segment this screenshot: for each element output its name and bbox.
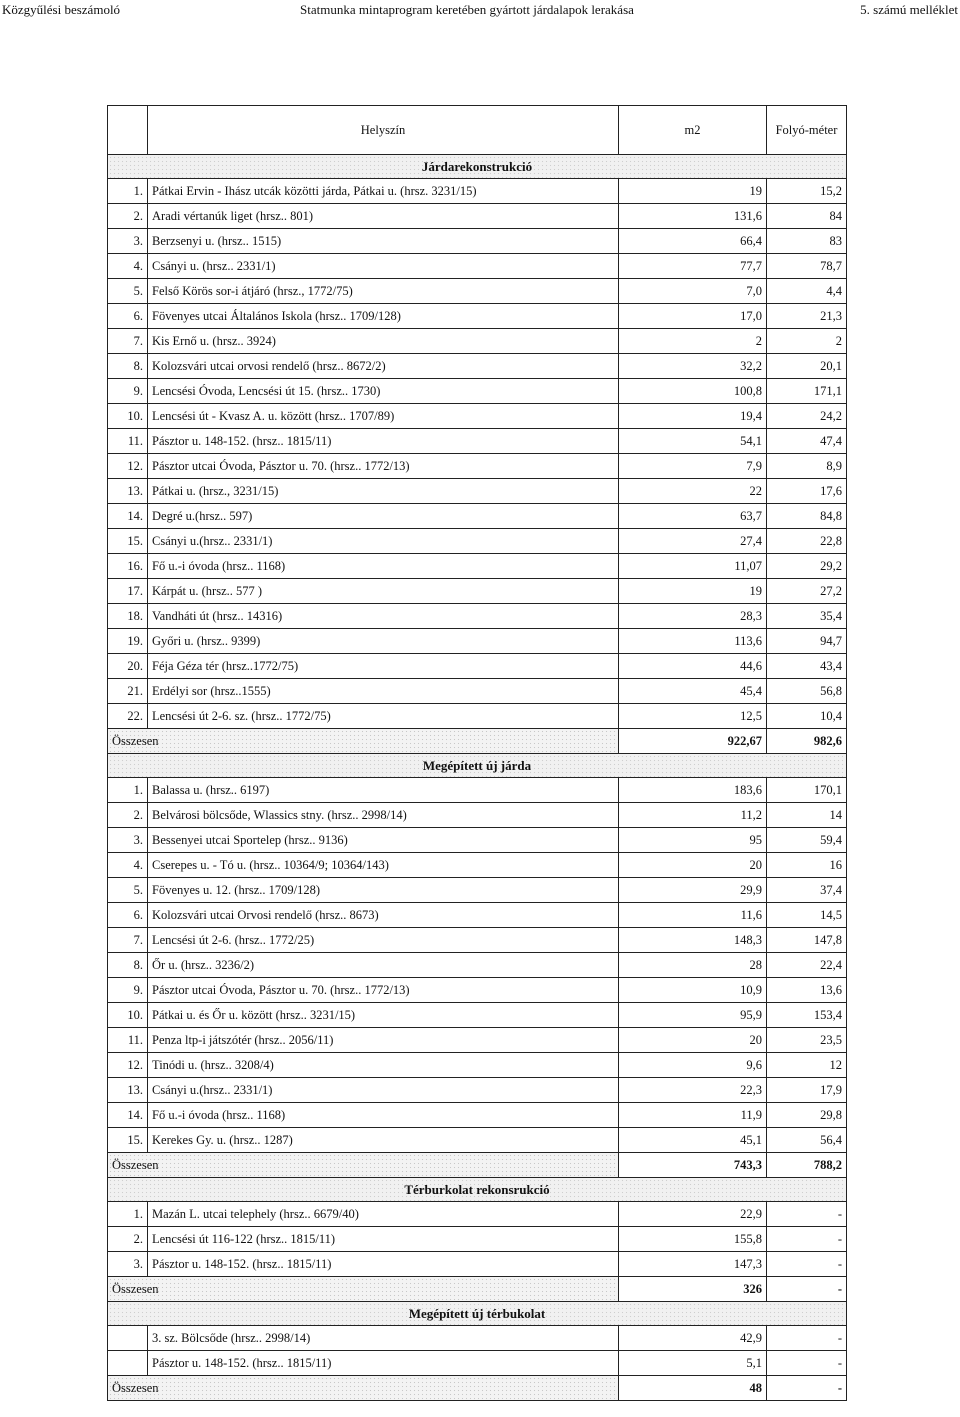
row-running-meter: 35,4 — [767, 604, 847, 629]
row-number: 10. — [108, 1003, 148, 1028]
row-running-meter: 147,8 — [767, 928, 847, 953]
row-running-meter: 27,2 — [767, 579, 847, 604]
section-title-row — [108, 155, 847, 179]
row-number — [108, 1351, 148, 1376]
row-running-meter: - — [767, 1252, 847, 1277]
row-location: Berzsenyi u. (hrsz.. 1515) — [148, 229, 619, 254]
row-m2: 155,8 — [619, 1227, 767, 1252]
table-row — [108, 354, 847, 379]
total-label: Összesen — [108, 1376, 619, 1401]
table-row — [108, 1103, 847, 1128]
table-row — [108, 1003, 847, 1028]
row-running-meter: 84 — [767, 204, 847, 229]
row-m2: 54,1 — [619, 429, 767, 454]
section-title-row — [108, 754, 847, 778]
row-m2: 11,6 — [619, 903, 767, 928]
row-m2: 7,9 — [619, 454, 767, 479]
table-row — [108, 454, 847, 479]
table-row — [108, 254, 847, 279]
total-row — [108, 1277, 847, 1302]
row-m2: 28 — [619, 953, 767, 978]
table-row — [108, 803, 847, 828]
table-row — [108, 179, 847, 204]
section-title: Megépített új járda — [108, 754, 847, 778]
total-m2: 743,3 — [619, 1153, 767, 1178]
row-m2: 12,5 — [619, 704, 767, 729]
row-m2: 17,0 — [619, 304, 767, 329]
row-running-meter: 14,5 — [767, 903, 847, 928]
row-number: 11. — [108, 1028, 148, 1053]
row-running-meter: 78,7 — [767, 254, 847, 279]
row-running-meter: - — [767, 1227, 847, 1252]
table-body — [108, 106, 847, 1401]
row-location: Lencsési út 116-122 (hrsz.. 1815/11) — [148, 1227, 619, 1252]
row-m2: 44,6 — [619, 654, 767, 679]
row-number: 4. — [108, 254, 148, 279]
row-number: 9. — [108, 379, 148, 404]
row-location: Pátkai Ervin - Ihász utcák közötti járda, Pátkai u. (hrsz. 3231/15) — [148, 179, 619, 204]
section-title: Térburkolat rekonsrukció — [108, 1178, 847, 1202]
row-m2: 45,4 — [619, 679, 767, 704]
total-row — [108, 729, 847, 754]
total-label: Összesen — [108, 729, 619, 754]
row-location: Fő u.-i óvoda (hrsz.. 1168) — [148, 554, 619, 579]
table-row — [108, 1128, 847, 1153]
row-number: 17. — [108, 579, 148, 604]
table-row — [108, 379, 847, 404]
total-running-meter: 788,2 — [767, 1153, 847, 1178]
table-row — [108, 529, 847, 554]
row-running-meter: 2 — [767, 329, 847, 354]
row-m2: 32,2 — [619, 354, 767, 379]
table-row — [108, 704, 847, 729]
page-header — [0, 0, 960, 20]
row-location: Vandháti út (hrsz.. 14316) — [148, 604, 619, 629]
row-location: Kis Ernő u. (hrsz.. 3924) — [148, 329, 619, 354]
row-running-meter: 59,4 — [767, 828, 847, 853]
row-running-meter: 16 — [767, 853, 847, 878]
row-location: Kárpát u. (hrsz.. 577 ) — [148, 579, 619, 604]
table-row — [108, 279, 847, 304]
row-number: 5. — [108, 878, 148, 903]
row-number: 12. — [108, 454, 148, 479]
row-running-meter: 37,4 — [767, 878, 847, 903]
row-number: 11. — [108, 429, 148, 454]
row-number: 16. — [108, 554, 148, 579]
row-location: Pásztor utcai Óvoda, Pásztor u. 70. (hrsz.. 1772/13) — [148, 978, 619, 1003]
row-number: 20. — [108, 654, 148, 679]
row-running-meter: 17,6 — [767, 479, 847, 504]
header-left: Közgyűlési beszámoló — [2, 2, 121, 17]
row-number: 14. — [108, 1103, 148, 1128]
row-number: 14. — [108, 504, 148, 529]
row-number: 1. — [108, 1202, 148, 1227]
row-number: 8. — [108, 953, 148, 978]
row-m2: 19 — [619, 179, 767, 204]
total-running-meter: 982,6 — [767, 729, 847, 754]
row-running-meter: 56,4 — [767, 1128, 847, 1153]
table-row — [108, 604, 847, 629]
row-number: 8. — [108, 354, 148, 379]
sidewalk-table — [107, 105, 847, 1401]
row-m2: 113,6 — [619, 629, 767, 654]
row-location: Lencsési út 2-6. (hrsz.. 1772/25) — [148, 928, 619, 953]
row-location: Bessenyei utcai Sportelep (hrsz.. 9136) — [148, 828, 619, 853]
row-location: Pásztor u. 148-152. (hrsz.. 1815/11) — [148, 1351, 619, 1376]
row-number: 3. — [108, 828, 148, 853]
row-location: Lencsési út - Kvasz A. u. között (hrsz.. 1707/89) — [148, 404, 619, 429]
header-right: 5. számú melléklet — [860, 2, 958, 17]
row-number: 7. — [108, 928, 148, 953]
row-location: Aradi vértanúk liget (hrsz.. 801) — [148, 204, 619, 229]
row-running-meter: 13,6 — [767, 978, 847, 1003]
row-number: 2. — [108, 204, 148, 229]
total-label: Összesen — [108, 1277, 619, 1302]
row-location: Fövenyes u. 12. (hrsz.. 1709/128) — [148, 878, 619, 903]
section-title: Járdarekonstrukció — [108, 155, 847, 179]
row-m2: 10,9 — [619, 978, 767, 1003]
column-header-location: Helyszín — [148, 106, 619, 155]
row-m2: 77,7 — [619, 254, 767, 279]
column-header-row — [108, 106, 847, 155]
row-m2: 22,3 — [619, 1078, 767, 1103]
section-title: Megépített új térbukolat — [108, 1302, 847, 1326]
table-row — [108, 828, 847, 853]
row-location: 3. sz. Bölcsőde (hrsz.. 2998/14) — [148, 1326, 619, 1351]
row-m2: 19 — [619, 579, 767, 604]
row-running-meter: 47,4 — [767, 429, 847, 454]
row-running-meter: 29,8 — [767, 1103, 847, 1128]
row-location: Pásztor u. 148-152. (hrsz.. 1815/11) — [148, 429, 619, 454]
row-number: 4. — [108, 853, 148, 878]
row-m2: 100,8 — [619, 379, 767, 404]
total-label: Összesen — [108, 1153, 619, 1178]
total-m2: 922,67 — [619, 729, 767, 754]
row-location: Csányi u.(hrsz.. 2331/1) — [148, 1078, 619, 1103]
row-m2: 20 — [619, 1028, 767, 1053]
row-location: Tinódi u. (hrsz.. 3208/4) — [148, 1053, 619, 1078]
row-running-meter: 43,4 — [767, 654, 847, 679]
row-running-meter: 24,2 — [767, 404, 847, 429]
row-number: 21. — [108, 679, 148, 704]
table-row — [108, 579, 847, 604]
row-running-meter: 23,5 — [767, 1028, 847, 1053]
row-number: 3. — [108, 229, 148, 254]
row-number: 1. — [108, 778, 148, 803]
row-location: Mazán L. utcai telephely (hrsz.. 6679/40) — [148, 1202, 619, 1227]
row-number: 15. — [108, 529, 148, 554]
row-running-meter: - — [767, 1326, 847, 1351]
row-running-meter: - — [767, 1351, 847, 1376]
column-header-running-meter: Folyó-méter — [767, 106, 847, 155]
row-location: Féja Géza tér (hrsz..1772/75) — [148, 654, 619, 679]
table-row — [108, 654, 847, 679]
row-number — [108, 1326, 148, 1351]
table-row — [108, 853, 847, 878]
table-row — [108, 953, 847, 978]
row-number: 7. — [108, 329, 148, 354]
row-location: Fő u.-i óvoda (hrsz.. 1168) — [148, 1103, 619, 1128]
table-row — [108, 404, 847, 429]
row-m2: 95 — [619, 828, 767, 853]
table-row — [108, 1202, 847, 1227]
row-location: Penza ltp-i játszótér (hrsz.. 2056/11) — [148, 1028, 619, 1053]
row-location: Kolozsvári utcai Orvosi rendelő (hrsz.. 8673) — [148, 903, 619, 928]
table-row — [108, 229, 847, 254]
row-m2: 7,0 — [619, 279, 767, 304]
table-row — [108, 629, 847, 654]
row-location: Őr u. (hrsz.. 3236/2) — [148, 953, 619, 978]
table-row — [108, 1227, 847, 1252]
row-number: 1. — [108, 179, 148, 204]
row-running-meter: 56,8 — [767, 679, 847, 704]
row-running-meter: 84,8 — [767, 504, 847, 529]
section-title-row — [108, 1178, 847, 1202]
row-number: 2. — [108, 803, 148, 828]
row-number: 9. — [108, 978, 148, 1003]
row-running-meter: 20,1 — [767, 354, 847, 379]
row-number: 13. — [108, 1078, 148, 1103]
row-m2: 11,07 — [619, 554, 767, 579]
row-m2: 28,3 — [619, 604, 767, 629]
row-location: Pátkai u. (hrsz., 3231/15) — [148, 479, 619, 504]
table-row — [108, 903, 847, 928]
table-row — [108, 479, 847, 504]
row-running-meter: 17,9 — [767, 1078, 847, 1103]
row-running-meter: 8,9 — [767, 454, 847, 479]
row-m2: 19,4 — [619, 404, 767, 429]
table-row — [108, 878, 847, 903]
row-m2: 63,7 — [619, 504, 767, 529]
row-m2: 95,9 — [619, 1003, 767, 1028]
row-running-meter: 4,4 — [767, 279, 847, 304]
table-row — [108, 329, 847, 354]
total-m2: 326 — [619, 1277, 767, 1302]
total-running-meter: - — [767, 1376, 847, 1401]
table-row — [108, 1053, 847, 1078]
row-number: 18. — [108, 604, 148, 629]
row-number: 13. — [108, 479, 148, 504]
row-running-meter: 14 — [767, 803, 847, 828]
row-location: Csányi u. (hrsz.. 2331/1) — [148, 254, 619, 279]
row-m2: 27,4 — [619, 529, 767, 554]
row-location: Kerekes Gy. u. (hrsz.. 1287) — [148, 1128, 619, 1153]
row-location: Lencsési Óvoda, Lencsési út 15. (hrsz.. 1730) — [148, 379, 619, 404]
row-m2: 20 — [619, 853, 767, 878]
table-row — [108, 679, 847, 704]
row-location: Cserepes u. - Tó u. (hrsz.. 10364/9; 10364/143) — [148, 853, 619, 878]
row-number: 3. — [108, 1252, 148, 1277]
row-m2: 42,9 — [619, 1326, 767, 1351]
row-running-meter: - — [767, 1202, 847, 1227]
row-number: 2. — [108, 1227, 148, 1252]
row-m2: 2 — [619, 329, 767, 354]
row-running-meter: 12 — [767, 1053, 847, 1078]
row-location: Fövenyes utcai Általános Iskola (hrsz.. 1709/128) — [148, 304, 619, 329]
row-running-meter: 170,1 — [767, 778, 847, 803]
row-location: Lencsési út 2-6. sz. (hrsz.. 1772/75) — [148, 704, 619, 729]
row-running-meter: 22,4 — [767, 953, 847, 978]
row-location: Degré u.(hrsz.. 597) — [148, 504, 619, 529]
row-location: Győri u. (hrsz.. 9399) — [148, 629, 619, 654]
row-m2: 11,9 — [619, 1103, 767, 1128]
total-m2: 48 — [619, 1376, 767, 1401]
row-running-meter: 21,3 — [767, 304, 847, 329]
total-row — [108, 1376, 847, 1401]
table-row — [108, 978, 847, 1003]
row-running-meter: 171,1 — [767, 379, 847, 404]
table-row — [108, 1028, 847, 1053]
row-running-meter: 153,4 — [767, 1003, 847, 1028]
section-title-row — [108, 1302, 847, 1326]
row-m2: 45,1 — [619, 1128, 767, 1153]
column-header-m2: m2 — [619, 106, 767, 155]
row-running-meter: 94,7 — [767, 629, 847, 654]
row-number: 6. — [108, 903, 148, 928]
row-m2: 66,4 — [619, 229, 767, 254]
row-running-meter: 22,8 — [767, 529, 847, 554]
row-number: 5. — [108, 279, 148, 304]
table-row — [108, 504, 847, 529]
row-location: Pátkai u. és Őr u. között (hrsz.. 3231/15) — [148, 1003, 619, 1028]
row-m2: 11,2 — [619, 803, 767, 828]
row-m2: 183,6 — [619, 778, 767, 803]
table-row — [108, 304, 847, 329]
total-running-meter: - — [767, 1277, 847, 1302]
row-m2: 22,9 — [619, 1202, 767, 1227]
row-number: 22. — [108, 704, 148, 729]
row-number: 6. — [108, 304, 148, 329]
row-location: Pásztor u. 148-152. (hrsz.. 1815/11) — [148, 1252, 619, 1277]
header-center: Statmunka mintaprogram keretében gyártott járdalapok lerakása — [300, 2, 634, 17]
table-row — [108, 1351, 847, 1376]
row-number: 15. — [108, 1128, 148, 1153]
row-running-meter: 10,4 — [767, 704, 847, 729]
table-row — [108, 204, 847, 229]
table-row — [108, 554, 847, 579]
row-location: Pásztor utcai Óvoda, Pásztor u. 70. (hrsz.. 1772/13) — [148, 454, 619, 479]
table-row — [108, 429, 847, 454]
row-number: 10. — [108, 404, 148, 429]
row-running-meter: 83 — [767, 229, 847, 254]
row-location: Csányi u.(hrsz.. 2331/1) — [148, 529, 619, 554]
row-m2: 22 — [619, 479, 767, 504]
row-running-meter: 29,2 — [767, 554, 847, 579]
table-row — [108, 1326, 847, 1351]
row-location: Balassa u. (hrsz.. 6197) — [148, 778, 619, 803]
row-location: Felső Körös sor-i átjáró (hrsz., 1772/75) — [148, 279, 619, 304]
row-number: 12. — [108, 1053, 148, 1078]
row-m2: 147,3 — [619, 1252, 767, 1277]
column-header-number — [108, 106, 148, 155]
row-running-meter: 15,2 — [767, 179, 847, 204]
row-location: Belvárosi bölcsőde, Wlassics stny. (hrsz.. 2998/14) — [148, 803, 619, 828]
table-row — [108, 778, 847, 803]
table-row — [108, 1078, 847, 1103]
row-location: Kolozsvári utcai orvosi rendelő (hrsz.. 8672/2) — [148, 354, 619, 379]
table-row — [108, 1252, 847, 1277]
row-location: Erdélyi sor (hrsz..1555) — [148, 679, 619, 704]
total-row — [108, 1153, 847, 1178]
row-m2: 9,6 — [619, 1053, 767, 1078]
row-m2: 29,9 — [619, 878, 767, 903]
row-number: 19. — [108, 629, 148, 654]
row-m2: 148,3 — [619, 928, 767, 953]
row-m2: 131,6 — [619, 204, 767, 229]
table-row — [108, 928, 847, 953]
row-m2: 5,1 — [619, 1351, 767, 1376]
